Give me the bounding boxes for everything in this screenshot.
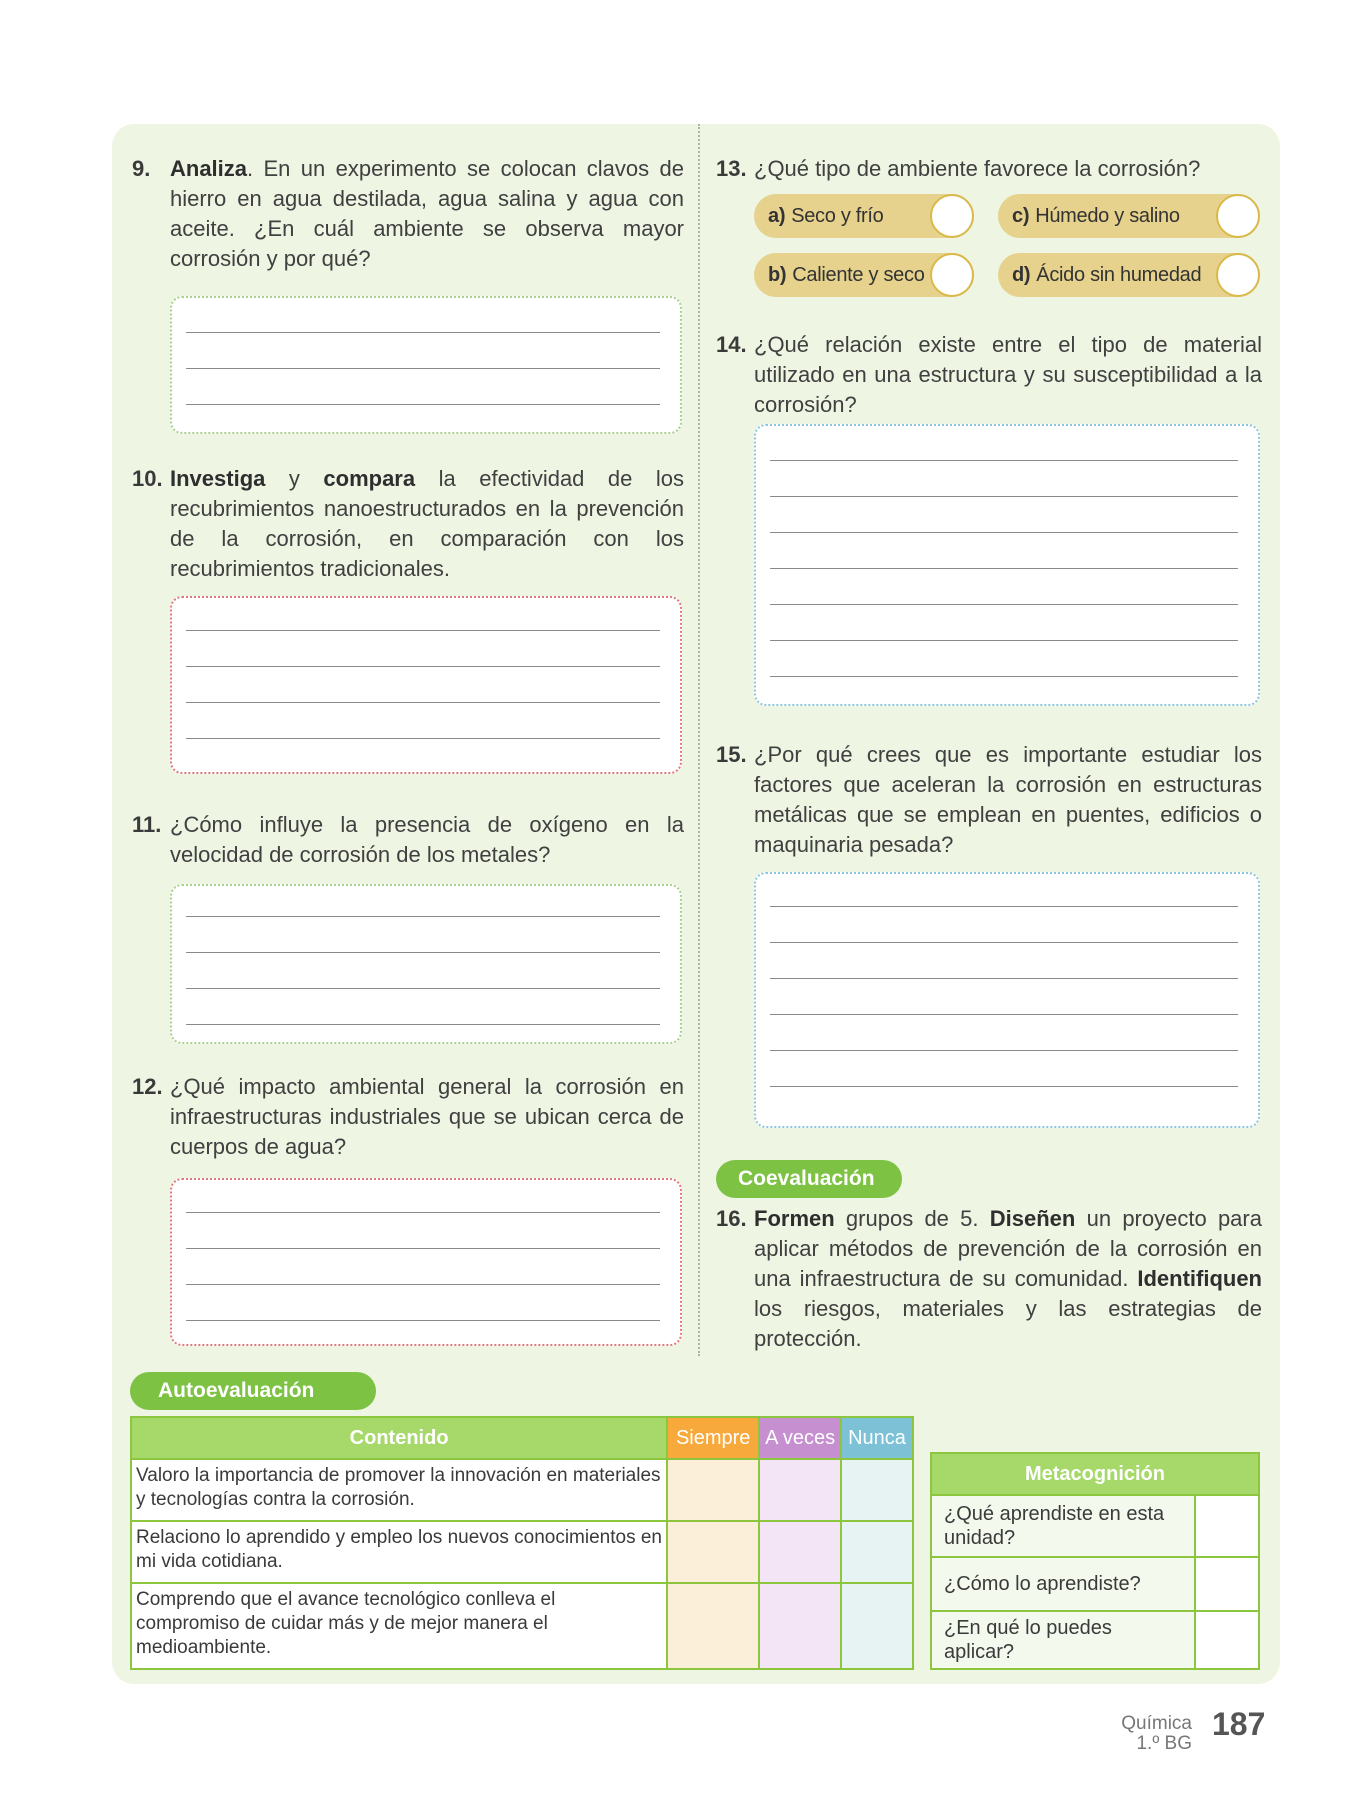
question-9 (132, 154, 684, 274)
question-13 (716, 154, 1262, 184)
question-11 (132, 810, 684, 870)
metacognicion-table (930, 1452, 1260, 1670)
table-row: Comprendo que el avance tecnológico conlleva el compromiso de cuidar más y de mejor manera el medioambiente. (131, 1583, 667, 1669)
option-c[interactable]: c) Húmedo y salino (998, 194, 1260, 238)
metacognicion-answer[interactable] (1195, 1557, 1259, 1611)
autoevaluacion-label: Autoevaluación (130, 1372, 376, 1410)
answer-circle[interactable] (930, 194, 974, 238)
check-aveces[interactable] (759, 1459, 841, 1521)
header-siempre: Siempre (667, 1417, 759, 1459)
check-nunca[interactable] (841, 1521, 913, 1583)
question-number: 15. (716, 742, 747, 767)
question-verb: compara (323, 466, 416, 491)
option-d[interactable]: d) Ácido sin humedad (998, 253, 1260, 297)
question-verb: Analiza (170, 156, 248, 181)
question-number: 16. (716, 1206, 747, 1231)
coevaluacion-label: Coevaluación (716, 1160, 902, 1198)
table-row: Valoro la importancia de promover la innovación en materiales y tecnologías contra la corrosión. (131, 1459, 667, 1521)
question-10: 10. Investiga y compara la efectividad de los recubrimientos nanoestructurados en la prevención de la corrosión, en comparación con los recubrimientos tradicionales. (132, 466, 685, 581)
header-contenido: Contenido (131, 1417, 667, 1459)
question-text: ¿Por qué crees que es importante estudiar los factores que aceleran la corrosión en estructuras metálicas que se emplean en puentes, edificios o maquinaria pesada? (754, 742, 1262, 857)
metacognicion-header: Metacognición (931, 1453, 1259, 1495)
question-text: ¿Cómo influye la presencia de oxígeno en la velocidad de corrosión de los metales? (170, 812, 684, 867)
page-number: 187 (1212, 1706, 1266, 1742)
answer-box-9[interactable] (170, 296, 682, 434)
question-text: ¿Qué relación existe entre el tipo de material utilizado en una estructura y su susceptibilidad a la corrosión? (754, 332, 1262, 417)
question-16: 16. Formen grupos de 5. Diseñen un proyecto para aplicar métodos de prevención de la corrosión en una infraestructura de su comunidad. Identifiquen los riesgos, materiales y las estrategias de protección. (716, 1206, 1262, 1351)
question-number: 10. (132, 466, 163, 491)
answer-box-12[interactable] (170, 1178, 682, 1346)
metacognicion-answer[interactable] (1195, 1611, 1259, 1669)
check-siempre[interactable] (667, 1583, 759, 1669)
check-nunca[interactable] (841, 1459, 913, 1521)
question-number: 13. (716, 156, 747, 181)
column-divider (698, 124, 700, 1356)
autoevaluacion-table (130, 1416, 914, 1670)
question-12 (132, 1072, 684, 1162)
question-number: 9. (132, 156, 151, 181)
header-nunca: Nunca (841, 1417, 913, 1459)
metacognicion-question: ¿Cómo lo aprendiste? (931, 1557, 1195, 1611)
question-verb: Investiga (170, 466, 266, 491)
question-14 (716, 330, 1262, 420)
check-nunca[interactable] (841, 1583, 913, 1669)
table-row: Relaciono lo aprendido y empleo los nuevos conocimientos en mi vida cotidiana. (131, 1521, 667, 1583)
check-siempre[interactable] (667, 1459, 759, 1521)
answer-circle[interactable] (1216, 253, 1260, 297)
metacognicion-answer[interactable] (1195, 1495, 1259, 1557)
answer-box-15[interactable] (754, 872, 1260, 1128)
question-text: ¿Qué tipo de ambiente favorece la corrosión? (754, 156, 1201, 181)
check-siempre[interactable] (667, 1521, 759, 1583)
check-aveces[interactable] (759, 1521, 841, 1583)
question-15 (716, 740, 1262, 860)
answer-circle[interactable] (1216, 194, 1260, 238)
question-number: 11. (132, 812, 162, 837)
answer-box-10[interactable] (170, 596, 682, 774)
question-text: ¿Qué impacto ambiental general la corrosión en infraestructuras industriales que se ubican cerca de cuerpos de agua? (170, 1074, 684, 1159)
answer-circle[interactable] (930, 253, 974, 297)
question-number: 14. (716, 332, 747, 357)
check-aveces[interactable] (759, 1583, 841, 1669)
answer-box-14[interactable] (754, 424, 1260, 706)
question-text: . En un experimento se colocan clavos de hierro en agua destilada, agua salina y agua con aceite. ¿En cuál ambiente se observa mayor corrosión y por qué? (170, 156, 684, 271)
option-a[interactable]: a) Seco y frío (754, 194, 974, 238)
question-number: 12. (132, 1074, 163, 1099)
metacognicion-question: ¿En qué lo puedes aplicar? (931, 1611, 1195, 1669)
question-text: la efectividad de los recubrimientos nanoestructurados en la prevención de la corrosión, en comparación con los recubrimientos tradicionales. (170, 466, 685, 581)
footer-subject: Química 1.º BG (1121, 1713, 1192, 1754)
header-aveces: A veces (759, 1417, 841, 1459)
option-b[interactable]: b) Caliente y seco (754, 253, 974, 297)
metacognicion-question: ¿Qué aprendiste en esta unidad? (931, 1495, 1195, 1557)
answer-box-11[interactable] (170, 884, 682, 1044)
